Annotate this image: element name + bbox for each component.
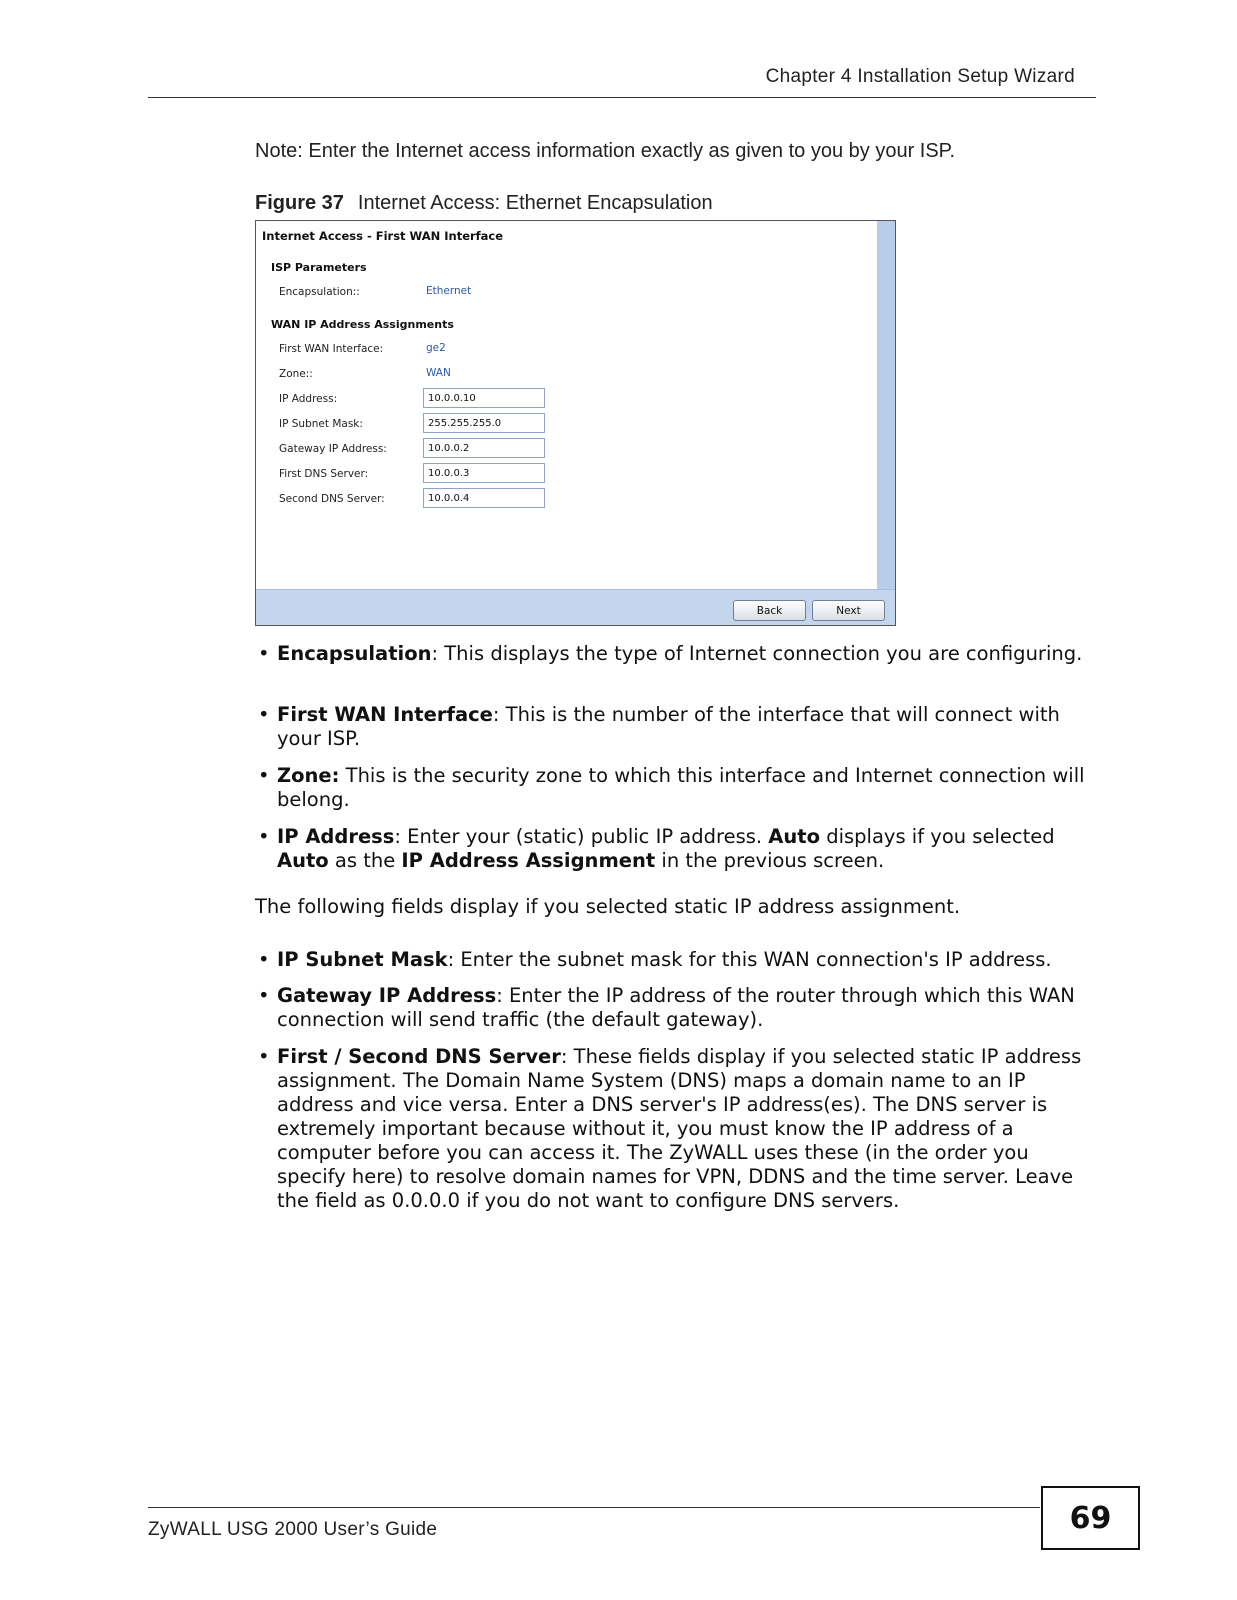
bullet-dot: • [258,703,270,726]
screen-title: Internet Access - First WAN Interface [262,229,504,243]
first-wan-value: ge2 [426,342,446,354]
list-item [258,948,1098,972]
encapsulation-value: Ethernet [426,285,472,297]
ip-address-desc: displays if you selected [820,825,1055,848]
ip-address-desc: as the [328,849,402,872]
bullet-dot: • [258,825,270,848]
figure-caption [255,192,713,215]
list-item [258,1045,1098,1213]
page-number: 69 [1041,1486,1140,1550]
auto-term: Auto [768,825,820,848]
zone-label: Zone:: [279,368,313,380]
list-item [258,703,1098,751]
gateway-label: Gateway IP Address: [279,443,387,455]
dns-server-desc: : These fields display if you selected static IP address assignment. The Domain Name System (DNS) maps a domain name to an IP address and vice versa. Enter a DNS server's IP address(es). The DNS server is extremely important because without it, you must know the IP address of a computer before you can access it. The ZyWALL uses these (in the order you specify here) to resolve domain names for VPN, DDNS and the time server. Leave the field as 0.0.0.0 if you do not want to configure DNS servers. [277,1045,1082,1212]
isp-parameters-heading: ISP Parameters [271,261,367,274]
note-text: Note: Enter the Internet access information exactly as given to you by your ISP. [255,140,955,162]
first-dns-label: First DNS Server: [279,468,369,480]
gateway-input[interactable] [423,438,545,458]
encapsulation-term: Encapsulation [277,642,432,665]
static-ip-paragraph: The following fields display if you selected static IP address assignment. [255,895,961,918]
bullet-dot: • [258,948,270,971]
second-dns-label: Second DNS Server: [279,493,385,505]
encapsulation-label: Encapsulation:: [279,286,360,298]
next-button[interactable]: Next [812,600,885,621]
zone-term: Zone: [277,764,340,787]
zone-desc: This is the security zone to which this interface and Internet connection will belong. [277,764,1085,811]
second-dns-input[interactable] [423,488,545,508]
first-wan-desc: : This is the number of the interface that will connect with your ISP. [277,703,1060,750]
auto-term: Auto [277,849,329,872]
bullet-dot: • [258,984,270,1007]
bullet-dot: • [258,642,270,665]
chapter-title: Chapter 4 Installation Setup Wizard [765,66,1075,87]
dns-server-term: First / Second DNS Server [277,1045,561,1068]
wan-ip-assignments-heading: WAN IP Address Assignments [271,318,454,331]
internet-access-screen [255,220,896,626]
subnet-mask-label: IP Subnet Mask: [279,418,363,430]
subnet-mask-input[interactable] [423,413,545,433]
list-item [258,825,1098,873]
header-divider [148,97,1096,98]
zone-value: WAN [426,367,451,379]
figure-number: Figure 37 [255,192,344,214]
first-dns-input[interactable] [423,463,545,483]
ip-address-term: IP Address [277,825,395,848]
encapsulation-desc: : This displays the type of Internet connection you are configuring. [431,642,1083,665]
figure-title: Internet Access: Ethernet Encapsulation [357,192,713,214]
gateway-term: Gateway IP Address [277,984,497,1007]
subnet-mask-desc: : Enter the subnet mask for this WAN connection's IP address. [447,948,1052,971]
guide-title: ZyWALL USG 2000 User’s Guide [148,1519,438,1540]
subnet-mask-term: IP Subnet Mask [277,948,448,971]
list-item [258,984,1098,1032]
ip-address-desc: in the previous screen. [655,849,885,872]
first-wan-label: First WAN Interface: [279,343,384,355]
gateway-desc: : Enter the IP address of the router through which this WAN connection will send traffic (the default gateway). [277,984,1075,1031]
ip-address-label: IP Address: [279,393,338,405]
ip-assignment-term: IP Address Assignment [401,849,656,872]
first-wan-term: First WAN Interface [277,703,493,726]
footer-divider [148,1507,1040,1508]
back-button[interactable]: Back [733,600,806,621]
bullet-dot: • [258,764,270,787]
bullet-dot: • [258,1045,270,1068]
ip-address-input[interactable] [423,388,545,408]
ip-address-desc: : Enter your (static) public IP address. [394,825,769,848]
list-item [258,764,1098,812]
scrollbar[interactable] [877,221,895,591]
list-item [258,642,1098,666]
